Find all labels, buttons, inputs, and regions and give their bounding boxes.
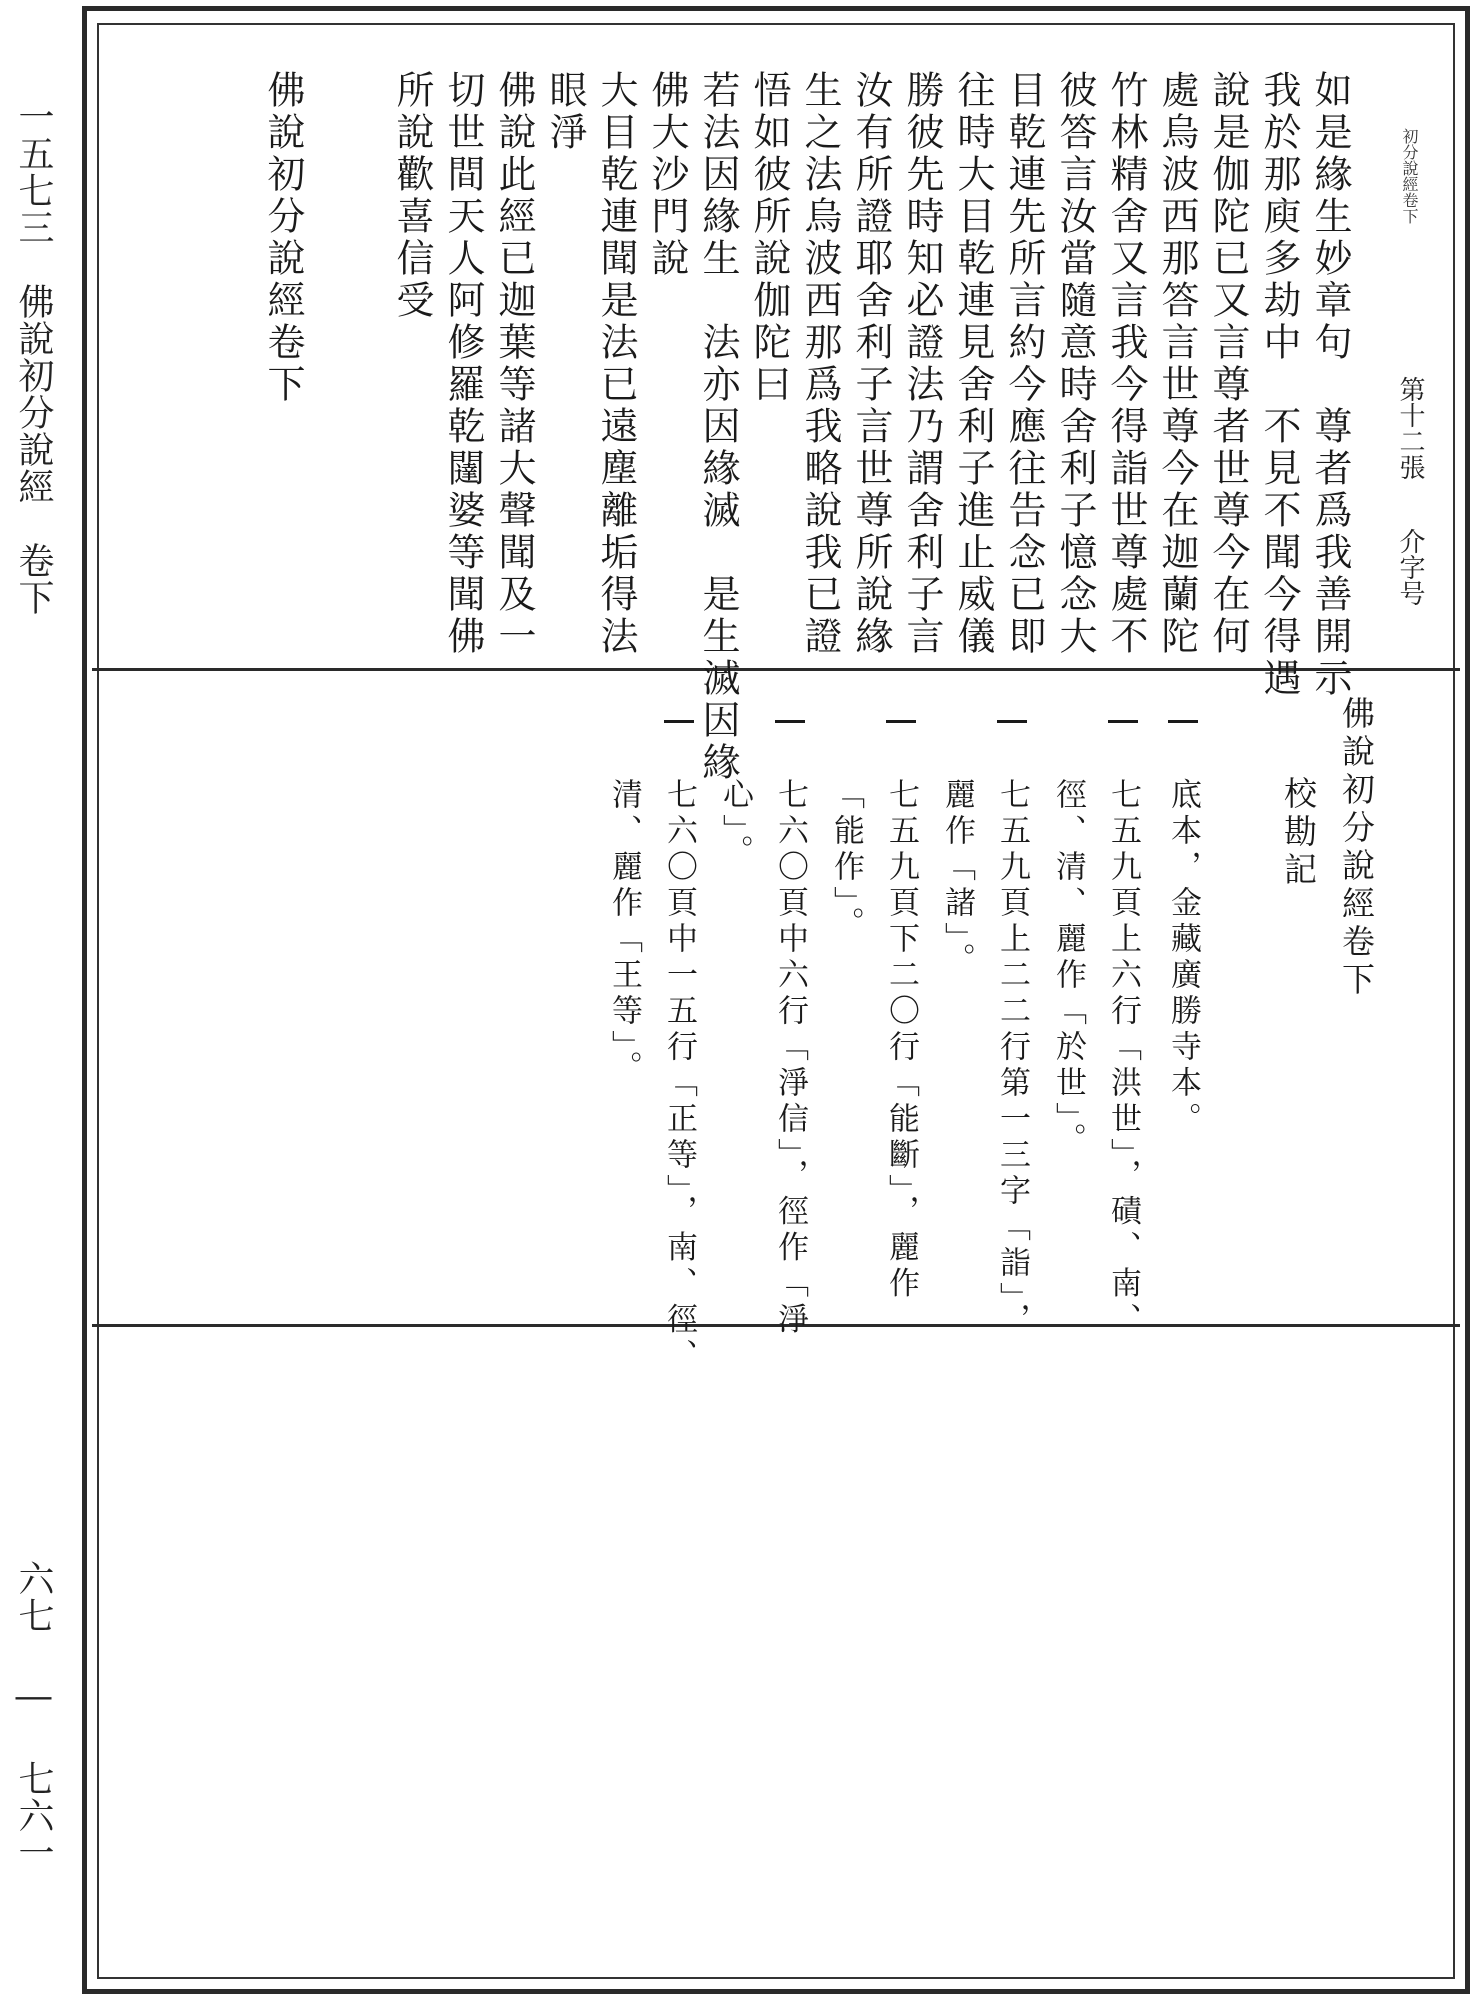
text-column: 如是緣生妙章句 尊者爲我善開示 (1308, 70, 1352, 700)
text-column: 往時大目乾連見舍利子進止威儀 (951, 70, 995, 658)
note-line: 清、麗作「王等」。 (606, 778, 642, 1087)
text-column: 目乾連先所言約今應往告念已即 (1002, 70, 1046, 658)
text-column: 竹林精舍又言我今得詣世尊處不 (1104, 70, 1148, 658)
margin-page-number: 六七 ― 七六一 (13, 1560, 54, 1871)
text-column: 佛說此經已迦葉等諸大聲聞及一 (492, 70, 536, 658)
note-line: 七六〇頁中一五行「正等」，南、徑、 (661, 778, 697, 1375)
text-column: 若法因緣生 法亦因緣滅 是生滅因緣 (696, 70, 740, 784)
section-divider-top (92, 668, 1460, 671)
character-code: 介字号 (1395, 528, 1425, 606)
text-column: 切世間天人阿修羅乾闥婆等聞佛 (441, 70, 485, 658)
text-column: 處烏波西那答言世尊今在迦蘭陀 (1155, 70, 1199, 658)
sheet-number: 第十二張 (1395, 376, 1425, 480)
note-line: 七五九頁上二二行第一三字「詣」， (994, 778, 1030, 1339)
note-marker (1108, 720, 1138, 723)
closing-title: 佛說初分說經卷下 (261, 70, 305, 406)
note-marker (664, 720, 694, 723)
collation-title: 佛說初分說經卷下 (1337, 696, 1376, 1000)
text-column: 佛大沙門說 (645, 70, 689, 280)
text-column: 眼淨 (543, 70, 587, 154)
note-line: 七六〇頁中六行「淨信」，徑作「淨 (772, 778, 808, 1339)
note-line: 麗作「諸」。 (939, 778, 975, 979)
note-line: 七五九頁上六行「洪世」，磧、南、 (1105, 778, 1141, 1339)
note-line: 底本，金藏廣勝寺本。 (1165, 778, 1201, 1138)
text-column: 生之法烏波西那爲我略說我已證 (798, 70, 842, 658)
margin-volume-label: 一五七三 佛說初分說經 卷下 (13, 98, 54, 616)
note-line: 徑、清、麗作「於世」。 (1050, 778, 1086, 1159)
text-column: 悟如彼所說伽陀曰 (747, 70, 791, 406)
note-marker (775, 720, 805, 723)
text-column: 大目乾連聞是法已遠塵離垢得法 (594, 70, 638, 658)
text-column: 彼答言汝當隨意時舍利子憶念大 (1053, 70, 1097, 658)
text-column: 勝彼先時知必證法乃謂舍利子言 (900, 70, 944, 658)
text-column: 說是伽陀已又言尊者世尊今在何 (1206, 70, 1250, 658)
text-column: 汝有所證耶舍利子言世尊所說緣 (849, 70, 893, 658)
note-marker (886, 720, 916, 723)
note-line: 心」。 (717, 778, 753, 871)
text-column: 所說歡喜信受 (390, 70, 434, 322)
note-marker (997, 720, 1027, 723)
note-marker (1168, 720, 1198, 723)
note-line: 七五九頁下二〇行「能斷」，麗作 (883, 778, 919, 1303)
text-column: 我於那庾多劫中 不見不聞今得遇 (1257, 70, 1301, 700)
scroll-label: 初分說經卷下 (1400, 128, 1419, 224)
note-line: 「能作」。 (828, 778, 864, 943)
collation-subtitle: 校勘記 (1279, 776, 1318, 890)
